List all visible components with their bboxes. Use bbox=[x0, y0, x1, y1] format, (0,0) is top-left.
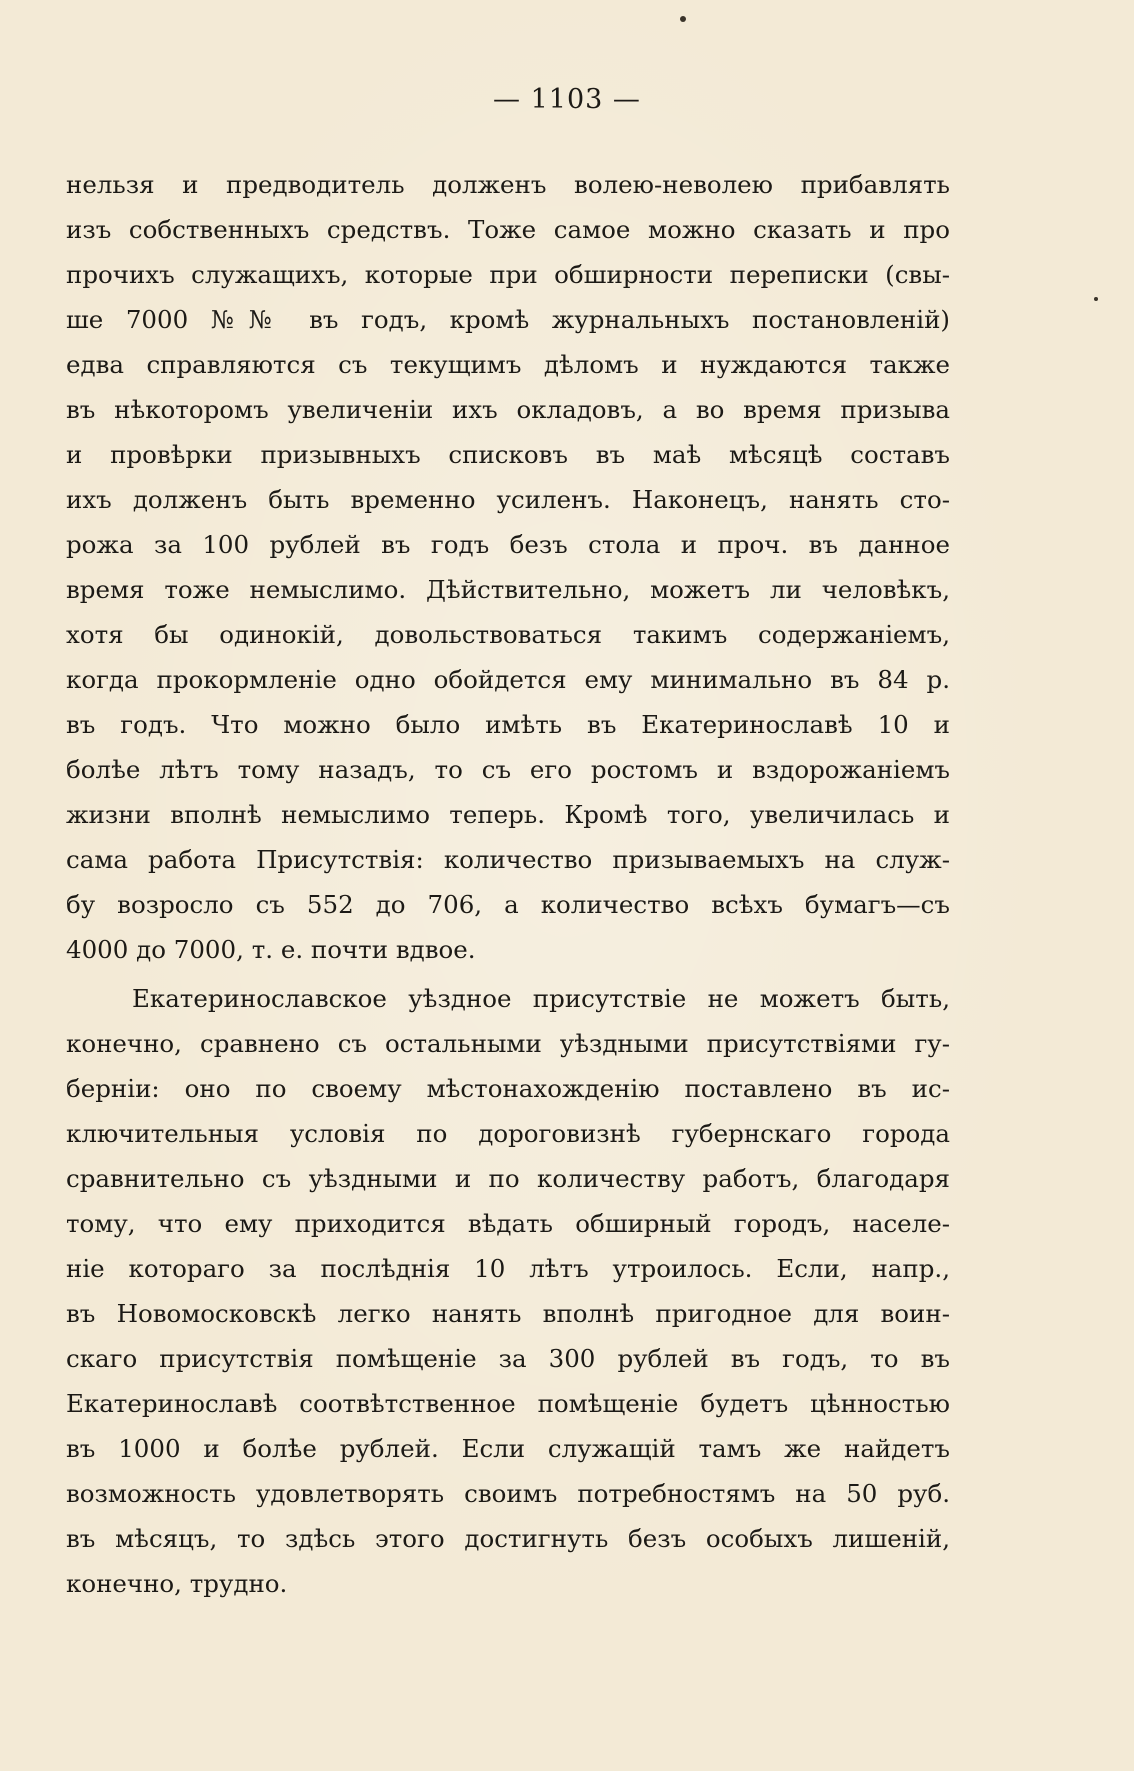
text-line: берніи: оно по своему мѣстонахожденію поставлено въ ис- bbox=[66, 1074, 950, 1103]
ink-speck bbox=[1094, 297, 1098, 301]
text-line: едва справляются съ текущимъ дѣломъ и нуждаются также bbox=[66, 350, 950, 379]
page-number: — 1103 — bbox=[493, 84, 641, 115]
text-line: тому, что ему приходится вѣдать обширный городъ, населе- bbox=[66, 1209, 950, 1238]
text-line: жизни вполнѣ немыслимо теперь. Кромѣ того, увеличилась и bbox=[66, 800, 950, 829]
text-line: въ Новомосковскѣ легко нанять вполнѣ пригодное для воин- bbox=[66, 1299, 950, 1328]
text-line: конечно, трудно. bbox=[66, 1569, 288, 1598]
text-line: хотя бы одинокій, довольствоваться такимъ содержаніемъ, bbox=[66, 620, 950, 649]
text-line: сравнительно съ уѣздными и по количеству работъ, благодаря bbox=[66, 1164, 950, 1193]
text-line: въ нѣкоторомъ увеличеніи ихъ окладовъ, а во время призыва bbox=[66, 395, 950, 424]
text-line: сама работа Присутствія: количество призываемыхъ на служ- bbox=[66, 845, 950, 874]
text-line: бу возросло съ 552 до 706, а количество всѣхъ бумагъ—съ bbox=[66, 890, 950, 919]
text-line: когда прокормленіе одно обойдется ему минимально въ 84 р. bbox=[66, 665, 950, 694]
text-line: Екатеринославское уѣздное присутствіе не можетъ быть, bbox=[132, 984, 950, 1013]
paragraph-1 bbox=[66, 162, 950, 972]
text-line: болѣе лѣтъ тому назадъ, то съ его ростомъ и вздорожаніемъ bbox=[66, 755, 950, 784]
text-line: ихъ долженъ быть временно усиленъ. Наконецъ, нанять сто- bbox=[66, 485, 950, 514]
text-line: рожа за 100 рублей въ годъ безъ стола и проч. въ данное bbox=[66, 530, 950, 559]
text-line: 4000 до 7000, т. е. почти вдвое. bbox=[66, 935, 476, 964]
text-line: ніе котораго за послѣднія 10 лѣтъ утроилось. Если, напр., bbox=[66, 1254, 950, 1283]
text-line: изъ собственныхъ средствъ. Тоже самое можно сказать и про bbox=[66, 215, 950, 244]
text-line: нельзя и предводитель долженъ волею-неволею прибавлять bbox=[66, 170, 950, 199]
text-line: возможность удовлетворять своимъ потребностямъ на 50 руб. bbox=[66, 1479, 950, 1508]
text-line: ше 7000 №№ въ годъ, кромѣ журнальныхъ постановленій) bbox=[66, 305, 950, 334]
text-line: въ годъ. Что можно было имѣть въ Екатеринославѣ 10 и bbox=[66, 710, 950, 739]
text-line: въ 1000 и болѣе рублей. Если служащій тамъ же найдетъ bbox=[66, 1434, 950, 1463]
text-line: конечно, сравнено съ остальными уѣздными присутствіями гу- bbox=[66, 1029, 950, 1058]
text-line: и провѣрки призывныхъ списковъ въ маѣ мѣсяцѣ составъ bbox=[66, 440, 950, 469]
text-line: ключительныя условія по дороговизнѣ губернскаго города bbox=[66, 1119, 950, 1148]
text-line: время тоже немыслимо. Дѣйствительно, можетъ ли человѣкъ, bbox=[66, 575, 950, 604]
main-text bbox=[66, 162, 950, 1606]
paragraph-2 bbox=[66, 976, 950, 1606]
text-line: Екатеринославѣ соотвѣтственное помѣщеніе будетъ цѣнностью bbox=[66, 1389, 950, 1418]
text-line: въ мѣсяцъ, то здѣсь этого достигнуть безъ особыхъ лишеній, bbox=[66, 1524, 950, 1553]
text-line: скаго присутствія помѣщеніе за 300 рублей въ годъ, то въ bbox=[66, 1344, 950, 1373]
ink-speck bbox=[680, 16, 686, 22]
text-line: прочихъ служащихъ, которые при обширности переписки (свы- bbox=[66, 260, 950, 289]
